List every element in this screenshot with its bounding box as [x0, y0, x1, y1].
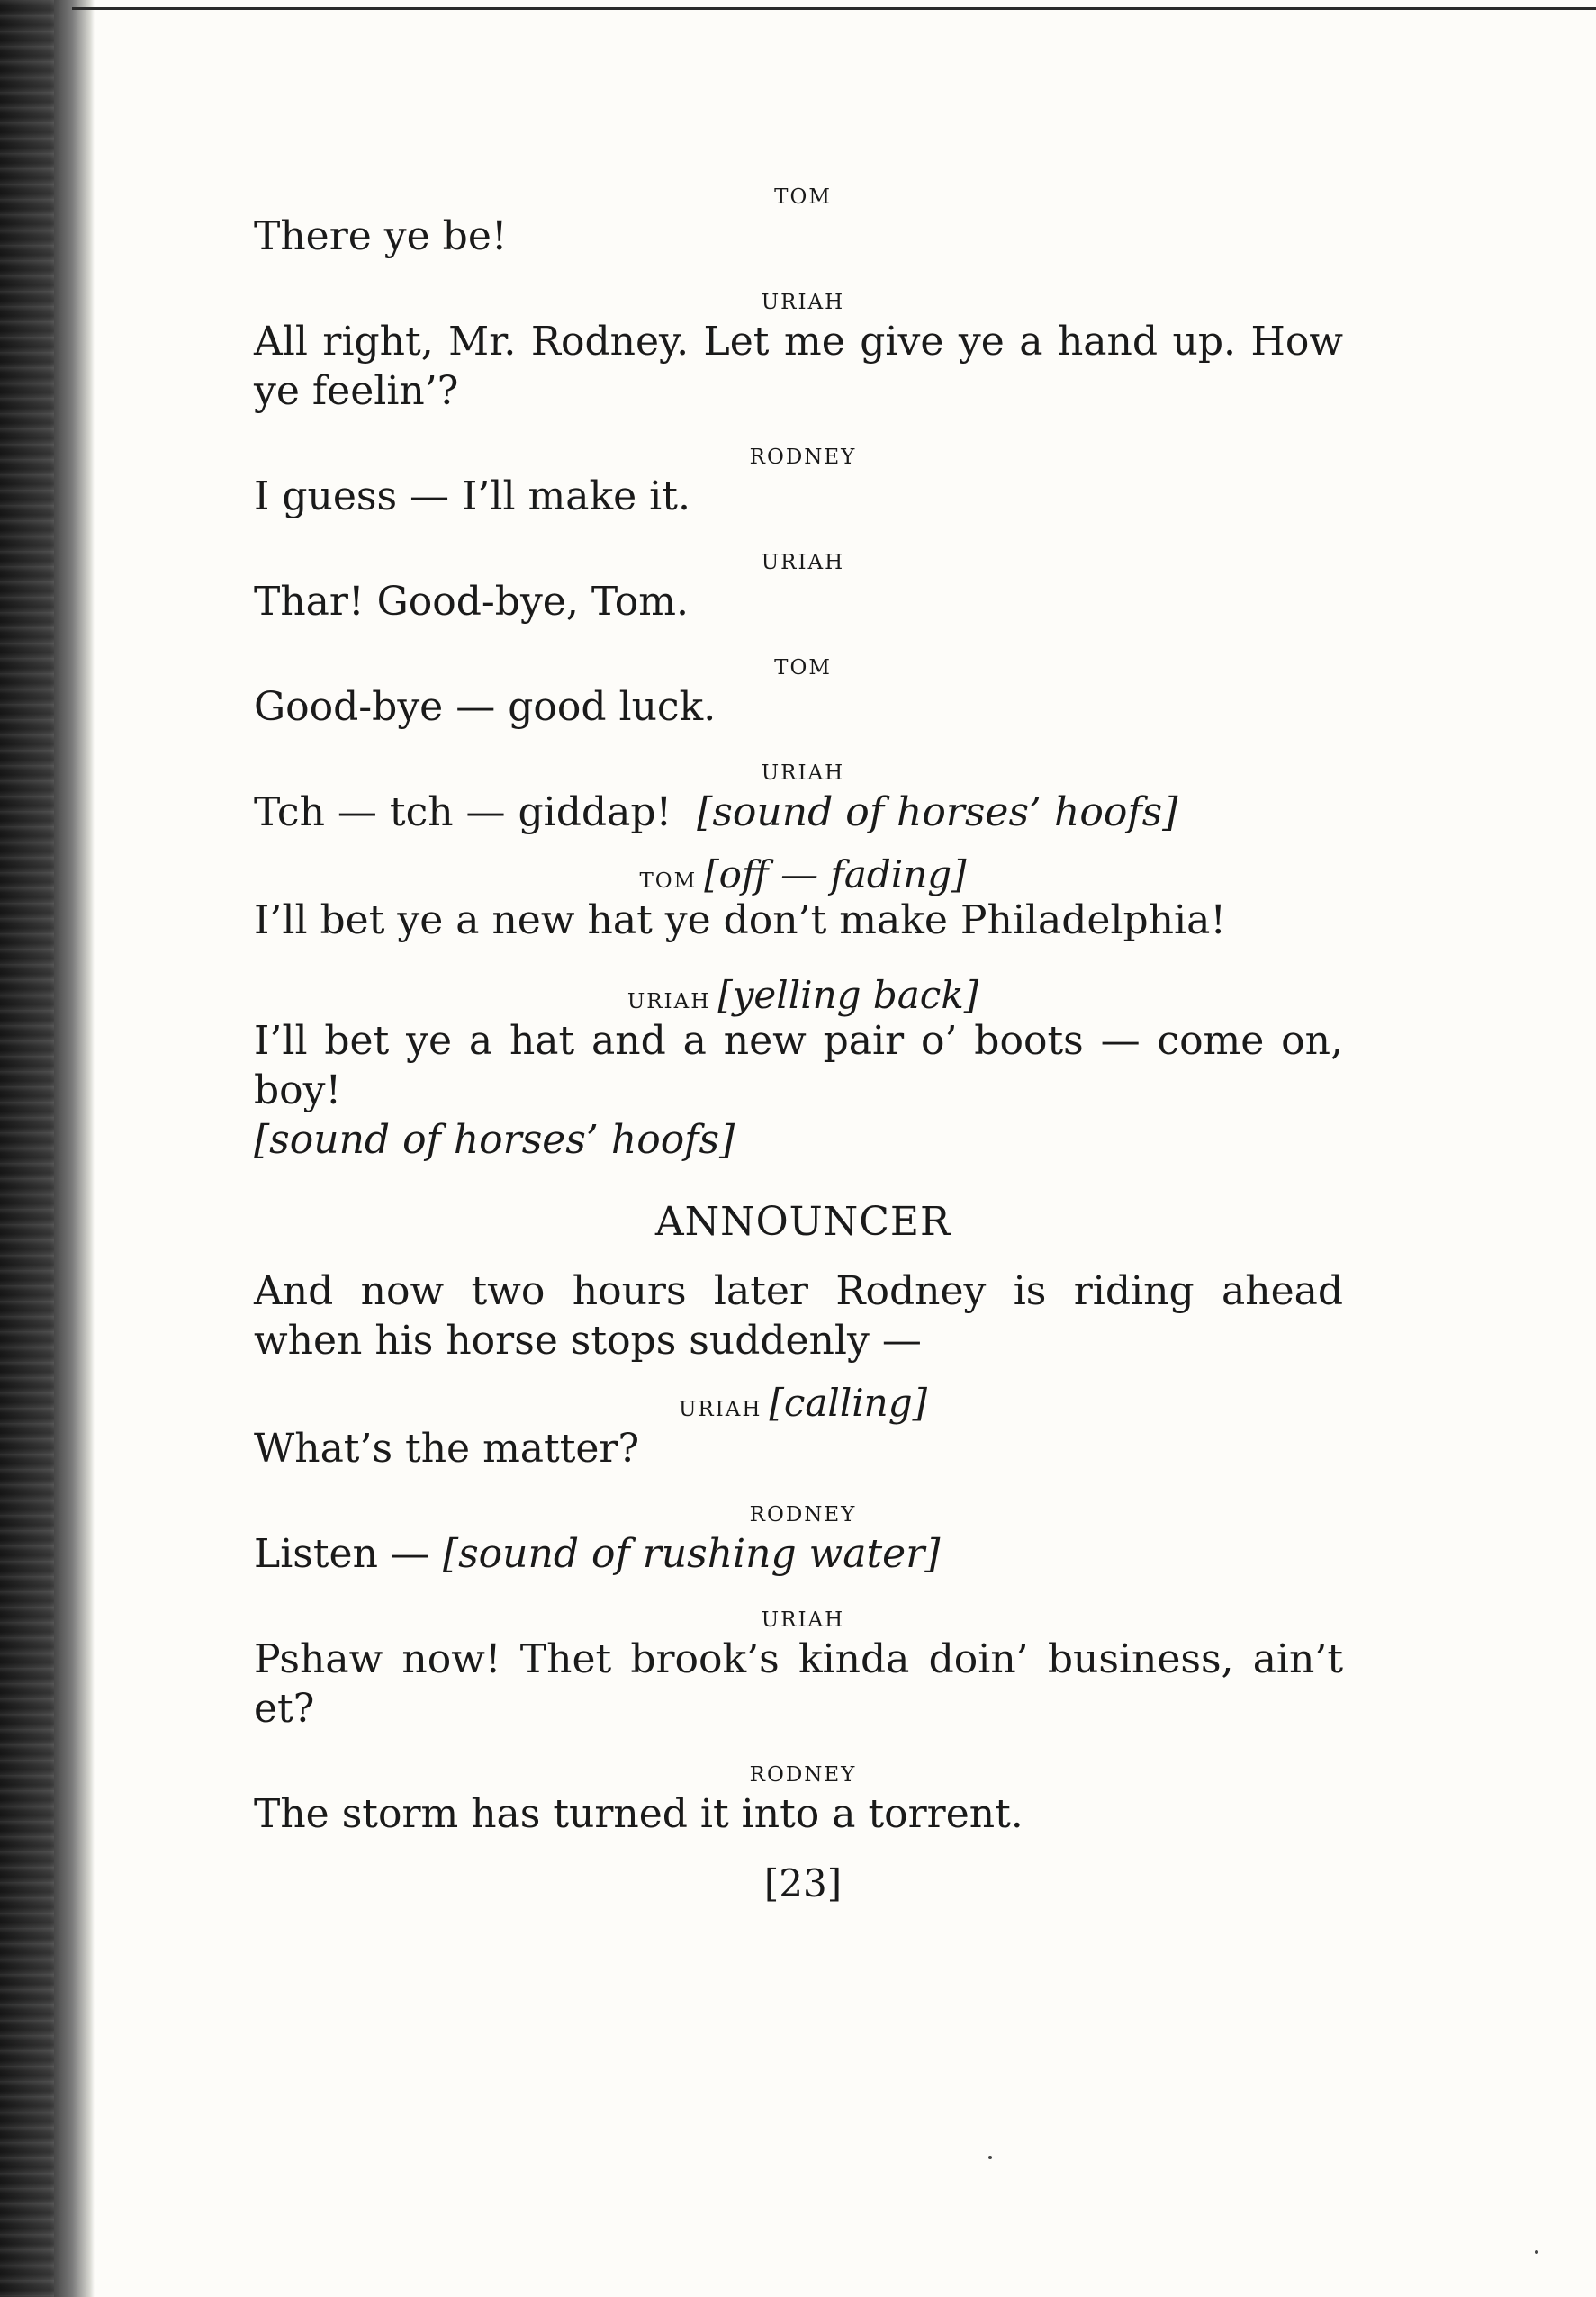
speaker-rodney: rodney — [749, 1753, 857, 1788]
dialogue-line: I guess — I’ll make it. — [254, 473, 690, 519]
speaker-uriah: uriah — [761, 1599, 845, 1634]
paper-speck — [988, 2156, 992, 2159]
speaker-rodney: rodney — [749, 436, 857, 471]
stage-direction: [sound of horses’ hoofs] — [254, 1117, 735, 1163]
dialogue-line: Pshaw now! Thet brook’s kinda doin’ business, ain’t et? — [254, 1636, 1343, 1732]
dialogue-line: I’ll bet ye a hat and a new pair o’ boots — come on, boy! [sound of horses’ hoofs] — [254, 1018, 1343, 1163]
stage-direction: [sound of rushing water] — [442, 1531, 941, 1577]
stage-direction: [sound of horses’ hoofs] — [697, 789, 1178, 835]
speaker-uriah: uriah — [761, 752, 845, 787]
speaker-uriah: uriah — [761, 541, 845, 576]
speaker-tom: tom [off — fading] — [639, 852, 967, 896]
speaker-tom: tom — [774, 176, 832, 211]
announcer-line: And now two hours later Rodney is riding ahead when his horse stops suddenly — — [254, 1268, 1343, 1364]
dialogue-line: Good-bye — good luck. — [254, 684, 717, 730]
dialogue-line: There ye be! — [254, 213, 508, 259]
dialogue-line: Tch — tch — giddap! [sound of horses’ hoofs] — [254, 789, 1178, 835]
binding-shadow — [0, 0, 54, 2297]
script-page — [254, 176, 1343, 1908]
dialogue-line: I’ll bet ye a new hat ye don’t make Philadelphia! — [254, 897, 1226, 943]
speaker-uriah: uriah [yelling back] — [627, 973, 979, 1017]
speaker-direction: [calling] — [769, 1381, 928, 1425]
speaker-direction: [yelling back] — [717, 973, 979, 1017]
speaker-tom: tom — [774, 646, 832, 681]
dialogue-line: Listen — [sound of rushing water] — [254, 1531, 941, 1577]
speaker-uriah: uriah — [761, 281, 845, 316]
dialogue-line: What’s the matter? — [254, 1426, 640, 1472]
dialogue-line: The storm has turned it into a torrent. — [254, 1791, 1023, 1837]
speaker-uriah: uriah [calling] — [678, 1381, 928, 1425]
speaker-rodney: rodney — [749, 1493, 857, 1528]
page-top-edge — [72, 7, 1596, 10]
paper-speck — [1535, 2250, 1538, 2254]
page-number: [23] — [763, 1861, 843, 1905]
speaker-direction: [off — fading] — [704, 852, 967, 896]
announcer-heading: ANNOUNCER — [654, 1199, 951, 1245]
dialogue-line: All right, Mr. Rodney. Let me give ye a hand up. How ye feelin’? — [254, 319, 1343, 414]
dialogue-line: Thar! Good-bye, Tom. — [254, 579, 689, 625]
